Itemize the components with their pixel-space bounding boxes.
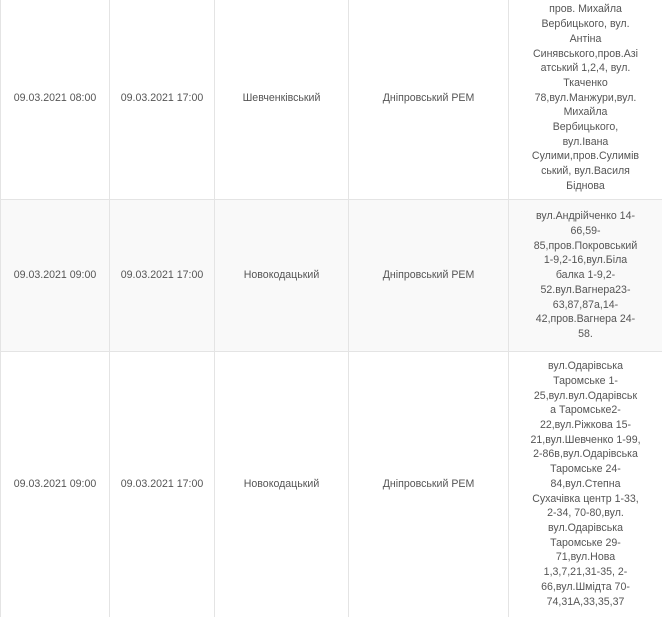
addresses-cell [509, 0, 662, 200]
address-line: 66,вул.Шмідта 70- [512, 580, 659, 595]
address-line: 21,вул.Шевченко 1-99, [512, 433, 659, 448]
address-line: Синявського,пров.Азі [512, 47, 659, 62]
address-line: вул.Одарівська [512, 521, 659, 536]
table-row [1, 200, 662, 352]
address-line: 74,31А,33,35,37 [512, 595, 659, 610]
address-line: 25,вул.вул.Одарівськ [512, 389, 659, 404]
end-time-cell: 09.03.2021 17:00 [110, 352, 215, 617]
address-line: вул.Івана [512, 135, 659, 150]
district-cell: Новокодацький [215, 352, 349, 617]
table-row [1, 352, 662, 617]
address-line: 1-9,2-16,вул.Біла [512, 253, 659, 268]
table-row [1, 0, 662, 200]
address-line: вул.Одарівська [512, 359, 659, 374]
address-line: 78,вул.Манжури,вул. [512, 91, 659, 106]
address-line: Сулими,пров.Сулимів [512, 149, 659, 164]
address-line: 71,вул.Нова [512, 550, 659, 565]
rem-cell: Дніпровський РЕМ [349, 352, 509, 617]
address-line: 2-34, 70-80,вул. [512, 506, 659, 521]
address-line: Вербицького, [512, 120, 659, 135]
address-line: ський, вул.Василя [512, 164, 659, 179]
address-line: Таромське 1- [512, 374, 659, 389]
address-line: атський 1,2,4, вул. [512, 61, 659, 76]
address-line: Ткаченко [512, 76, 659, 91]
address-line: Таромське 24- [512, 462, 659, 477]
address-line: 84,вул.Степна [512, 477, 659, 492]
rem-cell: Дніпровський РЕМ [349, 0, 509, 200]
address-line: Сухачівка центр 1-33, [512, 492, 659, 507]
address-line: Михайла [512, 105, 659, 120]
start-time-cell: 09.03.2021 09:00 [1, 200, 110, 352]
end-time-cell: 09.03.2021 17:00 [110, 200, 215, 352]
district-cell: Новокодацький [215, 200, 349, 352]
end-time-cell: 09.03.2021 17:00 [110, 0, 215, 200]
rem-cell: Дніпровський РЕМ [349, 200, 509, 352]
addresses-cell [509, 352, 662, 617]
address-line: Таромське 29- [512, 536, 659, 551]
start-time-cell: 09.03.2021 08:00 [1, 0, 110, 200]
address-line: 85,пров.Покровський [512, 239, 659, 254]
address-line: 58. [512, 327, 659, 342]
address-line: 63,87,87а,14- [512, 298, 659, 313]
address-line: 2-86в,вул.Одарівська [512, 447, 659, 462]
address-line: а Таромське2- [512, 403, 659, 418]
address-line: 52.вул.Вагнера23- [512, 283, 659, 298]
district-cell: Шевченківський [215, 0, 349, 200]
address-line: балка 1-9,2- [512, 268, 659, 283]
address-line: 42,пров.Вагнера 24- [512, 312, 659, 327]
address-line: 1,3,7,21,31-35, 2- [512, 565, 659, 580]
address-line: вул.Андрійченко 14- [512, 209, 659, 224]
address-line: 66,59- [512, 224, 659, 239]
addresses-cell [509, 200, 662, 352]
address-line: Вербицького, вул. [512, 17, 659, 32]
start-time-cell: 09.03.2021 09:00 [1, 352, 110, 617]
address-line: пров. Михайла [512, 2, 659, 17]
address-line: Біднова [512, 179, 659, 194]
address-line: Антіна [512, 32, 659, 47]
address-line: 22,вул.Ріжкова 15- [512, 418, 659, 433]
